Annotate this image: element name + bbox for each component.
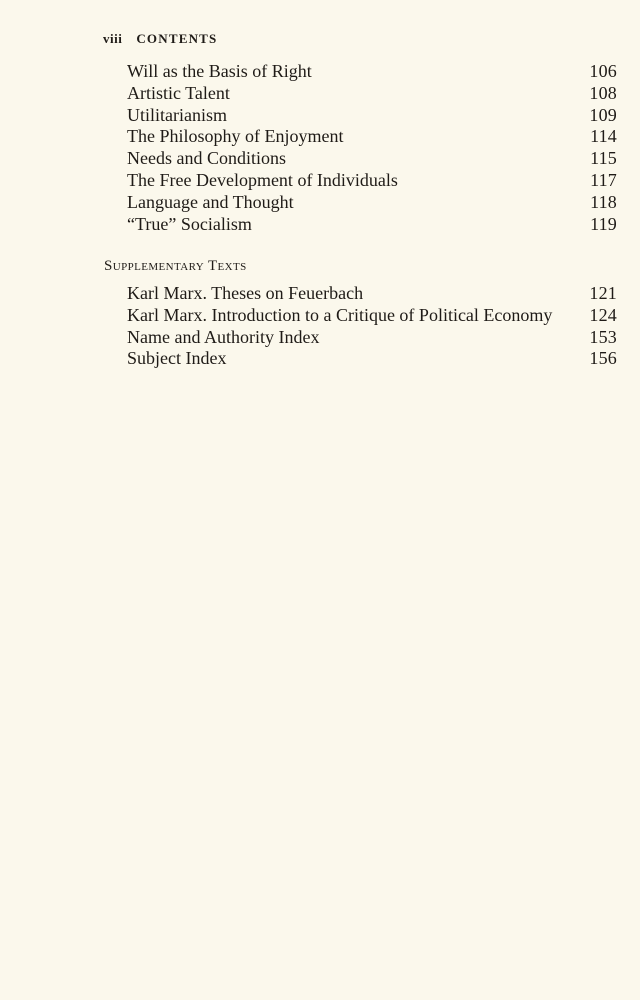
toc-entry-title: “True” Socialism <box>127 213 252 234</box>
toc-page-number: 118 <box>590 191 617 212</box>
toc-entry <box>127 305 617 327</box>
toc-entry <box>127 105 617 127</box>
running-head <box>103 31 217 47</box>
toc-page-number: 109 <box>589 104 617 125</box>
toc-page-number: 114 <box>590 126 617 147</box>
toc-page-number: 115 <box>590 148 617 169</box>
toc-entry-title: Karl Marx. Theses on Feuerbach <box>127 283 364 303</box>
toc-entry <box>127 192 617 214</box>
toc-entry <box>127 61 617 83</box>
toc-page-number: 117 <box>590 169 617 190</box>
toc-entry <box>127 170 617 192</box>
toc-entry-title: Subject Index <box>127 348 227 369</box>
toc-entry <box>127 348 617 370</box>
page-folio: viii <box>103 31 123 46</box>
toc-entry-title: Utilitarianism <box>127 104 227 125</box>
toc-page-number: 119 <box>590 213 617 234</box>
toc-entry-title: Needs and Conditions <box>127 148 286 169</box>
supplementary-heading: Supplementary Texts <box>104 258 247 274</box>
toc-entry <box>127 283 617 305</box>
toc-page-number: 121 <box>589 283 617 303</box>
toc-entry-title: Artistic Talent <box>127 82 230 103</box>
toc-entry <box>127 126 617 148</box>
toc-entry-title: Name and Authority Index <box>127 326 320 347</box>
toc-entry-title: Karl Marx. Introduction to a Critique of Political Economy <box>127 304 553 325</box>
toc-page-number: 124 <box>589 304 617 325</box>
toc-entry <box>127 327 617 349</box>
toc-page-number: 153 <box>589 326 617 347</box>
contents-section-supplementary <box>127 283 617 370</box>
toc-entry <box>127 83 617 105</box>
toc-page-number: 106 <box>589 61 617 81</box>
toc-page-number: 156 <box>589 348 617 369</box>
toc-entry-title: Language and Thought <box>127 191 294 212</box>
toc-entry-title: The Free Development of Individuals <box>127 169 398 190</box>
toc-entry <box>127 214 617 236</box>
toc-entry <box>127 148 617 170</box>
toc-entry-title: The Philosophy of Enjoyment <box>127 126 344 147</box>
running-title: CONTENTS <box>136 31 218 46</box>
toc-page-number: 108 <box>589 82 617 103</box>
contents-section-main <box>127 61 617 235</box>
toc-entry-title: Will as the Basis of Right <box>127 61 312 81</box>
